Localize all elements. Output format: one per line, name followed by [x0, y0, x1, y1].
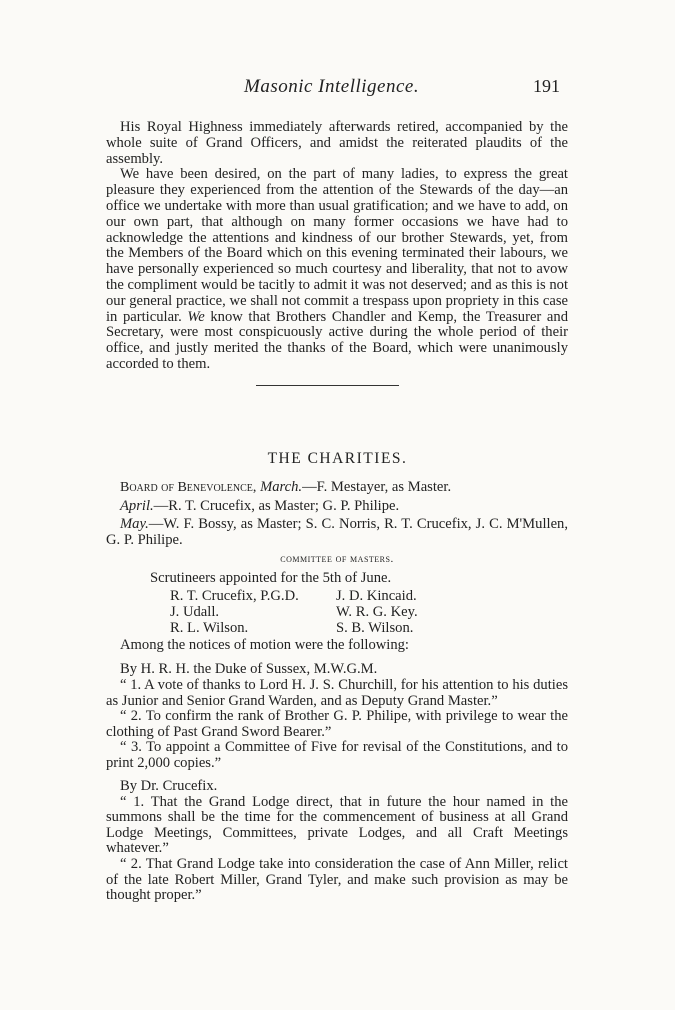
scrutineer: S. B. Wilson.: [336, 620, 414, 636]
committee-heading: committee of masters.: [280, 553, 394, 565]
may-text: —W. F. Bossy, as Master; S. C. Norris, R. T. Crucefix, J. C. M'Mullen, G. P. Philipe.: [106, 516, 568, 548]
mover-crucefix: By Dr. Crucefix.: [120, 777, 218, 794]
paragraph-1: His Royal Highness immediately afterwards retired, accompanied by the whole suite of Grand Officers, and amidst the reiterated plaudits of the assembly.: [106, 119, 568, 167]
may-label: May.: [120, 516, 149, 532]
paragraph-2-text-b: know that Brothers Chandler and Kemp, the Treasurer and Secretary, were most conspicuously active during the whole period of their office, and justly merited the thanks of the Board, which were unanimously accorded to them.: [106, 308, 569, 372]
motion-item: “ 1. A vote of thanks to Lord H. J. S. Churchill, for his attention to his duties as Junior and Senior Grand Warden, and as Deputy Grand Master.”: [106, 677, 568, 709]
section-title: THE CHARITIES.: [267, 450, 408, 467]
scrutineer: R. L. Wilson.: [170, 620, 249, 636]
paragraph-2: [106, 167, 568, 372]
scrutineers-list: [170, 588, 568, 636]
section-divider: [256, 385, 399, 386]
running-head: [0, 76, 675, 100]
scrutineer: W. R. G. Key.: [336, 604, 418, 620]
scrutineer: J. D. Kincaid.: [336, 588, 417, 604]
march-text: —F. Mestayer, as Master.: [302, 479, 452, 495]
mover-sussex: By H. R. H. the Duke of Sussex, M.W.G.M.: [120, 661, 378, 677]
paragraph-2-italic: We: [187, 308, 205, 325]
paragraph-2-text-a: We have been desired, on the part of many ladies, to express the great pleasure they experienced from the attention of the Stewards of the day—an office we undertake with more than usual gratification; and we have to add, on our own part, that although on many former occasions we have had to acknowledge the attentions and kindness of our brother Stewards, yet, from the Members of the Board which on this evening terminated their labours, we have personally experienced so much courtesy and liberality, that not to avow the compliment would be tacitly to admit it was not deserved; and as this is not our general practice, we shall not commit a trespass upon propriety in this case in particular.: [106, 166, 568, 325]
scrutineer: R. T. Crucefix, P.G.D.: [170, 588, 299, 604]
page-number: 191: [533, 76, 560, 96]
board-april: [106, 497, 568, 516]
motion-item: “ 3. To appoint a Committee of Five for revisal of the Constitutions, and to print 2,000 copies.”: [106, 739, 568, 771]
april-label: April.: [120, 498, 154, 514]
charities-section: [106, 478, 568, 904]
motion-item: “ 2. To confirm the rank of Brother G. P. Philipe, with privilege to wear the clothing of Past Grand Sword Bearer.”: [106, 708, 568, 740]
motion-item: “ 1. That the Grand Lodge direct, that in future the hour named in the summons shall be the time for the commencement of business at all Grand Lodge Meetings, Committees, private Lodges, and all Craft Meetings whatever.”: [106, 793, 568, 857]
march-label: March.: [260, 479, 303, 495]
article-body: [106, 120, 568, 373]
scrutineers-intro: Scrutineers appointed for the 5th of June.: [150, 570, 392, 586]
motions-list: [106, 661, 568, 904]
motion-item: “ 2. That Grand Lodge take into consideration the case of Ann Miller, relict of the late Robert Miller, Grand Tyler, and make such provision as may be thought proper.”: [106, 855, 568, 904]
board-march: [106, 478, 568, 497]
board-may: [106, 516, 568, 548]
april-text: —R. T. Crucefix, as Master; G. P. Philipe.: [153, 498, 400, 514]
board-label: Board of Benevolence,: [120, 480, 257, 495]
running-title: Masonic Intelligence.: [244, 76, 420, 97]
scrutineer: J. Udall.: [170, 604, 220, 620]
notices-intro: Among the notices of motion were the following:: [120, 637, 409, 653]
